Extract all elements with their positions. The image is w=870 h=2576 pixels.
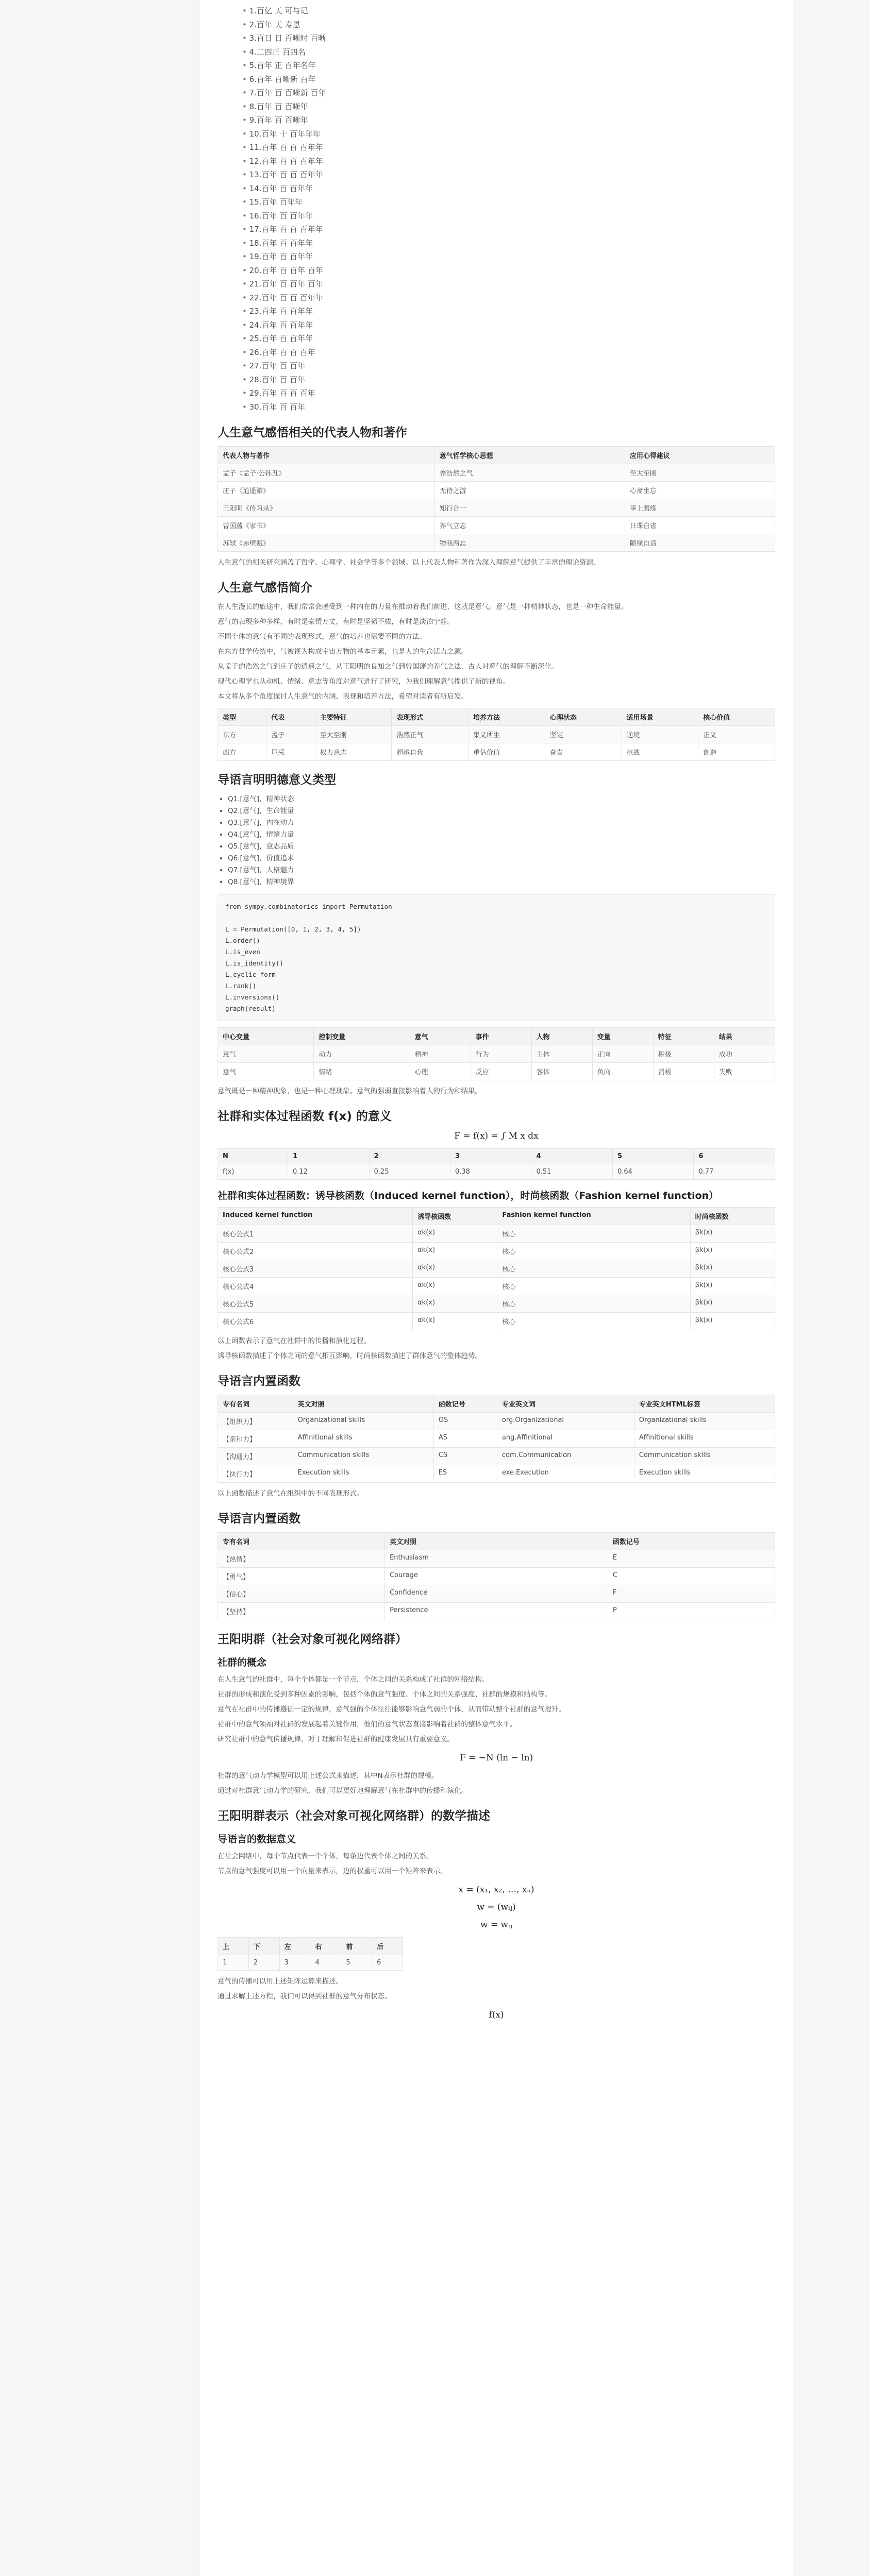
table-cell: 【亲和力】 (218, 1430, 293, 1448)
toc-item: • 6.百年 百晰新 百年 (242, 73, 775, 87)
table-cell: 孟子 (266, 726, 315, 743)
toc-item: • 29.百年 百 百 百年 (242, 386, 775, 400)
table-row (218, 1045, 775, 1063)
table-cell: 东方 (218, 726, 266, 743)
code-block: from sympy.combinatorics import Permutation L = Permutation([0, 1, 2, 3, 4, 5]) L.order() L.is_even L.is_identity() L.cyclic_form L.rank() L.inversions() graph(result) (217, 894, 775, 1021)
table-row (218, 743, 775, 761)
bullet-item: • Q8.[意气]，精神境界 (228, 876, 775, 888)
table-row (218, 1243, 775, 1260)
table-cell: 心理 (410, 1063, 471, 1080)
table-header-cell: 左 (279, 1938, 310, 1955)
table-cell: αk(x) (413, 1313, 497, 1330)
table-cell: αk(x) (413, 1225, 497, 1243)
table-cell: CS (433, 1448, 497, 1465)
table-cell: 积极 (653, 1045, 714, 1063)
section8-paragraphs (217, 1851, 775, 1877)
table-cell: Organizational skills (293, 1413, 433, 1430)
paragraph: 研究社群中的意气传播规律，对于理解和促进社群的健康发展具有重要意义。 (217, 1735, 454, 1743)
table-row (218, 1063, 775, 1080)
table-cell: 【热情】 (218, 1550, 385, 1568)
table-cell: 核心 (497, 1278, 690, 1295)
table-cell: 消极 (653, 1063, 714, 1080)
paragraph: 意气在社群中的传播遵循一定的规律，意气强的个体往往能够影响意气弱的个体，从而带动整个社群的意气提升。 (217, 1705, 565, 1714)
table-header-cell: 5 (612, 1149, 693, 1164)
table-cell: exe.Execution (497, 1465, 634, 1483)
table-header-cell: 专有名词 (218, 1395, 293, 1413)
table-cell: F (608, 1585, 775, 1603)
toc-item: • 9.百年 百 百晰年 (242, 113, 775, 127)
toc-item: • 16.百年 百 百年年 (242, 209, 775, 223)
table-header-cell: 函数记号 (433, 1395, 497, 1413)
table-row (218, 1550, 775, 1568)
table-cell: 核心公式6 (218, 1313, 413, 1330)
toc-item: • 20.百年 百 百年 百年 (242, 264, 775, 278)
table-cell: 意气 (218, 1063, 314, 1080)
toc-item: • 24.百年 百 百年年 (242, 318, 775, 332)
bullet-item: • Q3.[意气]，内在动力 (228, 817, 775, 829)
table-row (218, 1295, 775, 1313)
bullet-item: • Q1.[意气]，精神状态 (228, 793, 775, 805)
table-cell: 集义所生 (469, 726, 545, 743)
table-header-row (218, 1938, 403, 1955)
toc-item: • 12.百年 百 百 百年年 (242, 155, 775, 168)
paragraph: 在社会网络中，每个节点代表一个个体，每条边代表个体之间的关系。 (217, 1852, 433, 1860)
paragraph: 在人生漫长的旅途中，我们常常会感受到一种内在的力量在推动着我们前进，这就是意气。意气是一种精神状态，也是一种生命能量。 (217, 603, 628, 611)
table-cell: Confidence (385, 1585, 608, 1603)
bullet-item: • Q5.[意气]，意志品质 (228, 841, 775, 853)
toc-item: • 13.百年 百 百 百年年 (242, 168, 775, 182)
table-cell: C (608, 1568, 775, 1585)
section7-sub: 社群的概念 (217, 1657, 267, 1668)
table-header-cell: 控制变量 (314, 1028, 410, 1045)
table-row (218, 1568, 775, 1585)
table-header-cell: 专有名词 (218, 1533, 385, 1550)
table-cell: 核心公式1 (218, 1225, 413, 1243)
table-header-cell: 类型 (218, 708, 266, 726)
table-cell: 反应 (471, 1063, 531, 1080)
table-header-cell: 2 (369, 1149, 450, 1164)
table-cell: 客体 (531, 1063, 592, 1080)
table-row (218, 1603, 775, 1620)
table-cell: 情绪 (314, 1063, 410, 1080)
table-header-cell: 右 (310, 1938, 341, 1955)
table-header-row (218, 1533, 775, 1550)
table-cell: αk(x) (413, 1295, 497, 1313)
table-cell: 西方 (218, 743, 266, 761)
table-header-cell: 中心变量 (218, 1028, 314, 1045)
section3-title: 导语言明明德意义类型 (217, 773, 336, 787)
paragraph: 诱导核函数描述了个体之间的意气相互影响，时尚核函数描述了群体意气的整体趋势。 (217, 1352, 482, 1360)
section3-table (217, 1027, 775, 1080)
table-cell: 庄子《逍遥游》 (218, 482, 435, 499)
section8-sub: 导语言的数据意义 (217, 1834, 296, 1845)
table-cell: 意气 (218, 1045, 314, 1063)
table-cell: 【信心】 (218, 1585, 385, 1603)
table-cell: βk(x) (690, 1295, 775, 1313)
table-cell: E (608, 1550, 775, 1568)
table-row (218, 464, 775, 482)
table-cell: 【沟通力】 (218, 1448, 293, 1465)
table-cell: Persistence (385, 1603, 608, 1620)
toc-item: • 21.百年 百 百年 百年 (242, 277, 775, 291)
paragraph: 在东方哲学传统中，气被视为构成宇宙万物的基本元素，也是人的生命活力之源。 (217, 648, 468, 656)
table-cell: 3 (279, 1955, 310, 1971)
section2-title: 人生意气感悟简介 (217, 581, 312, 595)
table-row (218, 1430, 775, 1448)
table-cell: 心斋坐忘 (625, 482, 775, 499)
table-cell: 核心 (497, 1260, 690, 1278)
paragraph: 社群的意气动力学模型可以用上述公式来描述，其中N表示社群的规模。 (217, 1772, 439, 1780)
table-header-cell: 应用心得建议 (625, 447, 775, 464)
table-row (218, 482, 775, 499)
table-cell: 挑战 (622, 743, 698, 761)
toc-item: • 25.百年 百 百年年 (242, 332, 775, 346)
table-cell: βk(x) (690, 1313, 775, 1330)
table-cell: 【坚持】 (218, 1603, 385, 1620)
table-cell: 无待之游 (434, 482, 625, 499)
table-cell: 超越自我 (392, 743, 469, 761)
table-cell: 核心 (497, 1295, 690, 1313)
table-header-cell: 函数记号 (608, 1533, 775, 1550)
section6-table (217, 1532, 775, 1620)
table-cell: 坚定 (545, 726, 622, 743)
table-cell: 失败 (714, 1063, 775, 1080)
table-cell: 2 (248, 1955, 279, 1971)
table-cell: ang.Affinitional (497, 1430, 634, 1448)
section8-formula4: f(x) (489, 2010, 504, 2020)
table-header-cell: 上 (218, 1938, 249, 1955)
section3-para: 意气既是一种精神现象，也是一种心理现象。意气的强弱直接影响着人的行为和结果。 (217, 1087, 482, 1095)
table-cell: βk(x) (690, 1243, 775, 1260)
table-cell: Organizational skills (634, 1413, 775, 1430)
section1-title: 人生意气感悟相关的代表人物和著作 (217, 426, 407, 439)
table-header-row (218, 447, 775, 464)
table-cell: P (608, 1603, 775, 1620)
table-header-cell: 后 (372, 1938, 403, 1955)
toc-item: • 30.百年 百 百年 (242, 400, 775, 414)
section7-more (217, 1770, 775, 1797)
toc-item: • 27.百年 百 百年 (242, 359, 775, 373)
table-row (218, 1465, 775, 1483)
table-cell: Affinitional skills (293, 1430, 433, 1448)
table-cell: Execution skills (293, 1465, 433, 1483)
section8-formula3: w = wᵢⱼ (480, 1920, 513, 1930)
table-row (218, 726, 775, 743)
table-header-cell: Fashion kernel function (497, 1208, 690, 1225)
table-cell: 核心公式5 (218, 1295, 413, 1313)
section4-table2 (217, 1207, 775, 1330)
table-row (218, 517, 775, 534)
section2-paragraphs (217, 601, 775, 703)
table-cell: 养浩然之气 (434, 464, 625, 482)
table-row (218, 534, 775, 552)
table-header-row (218, 1208, 775, 1225)
table-header-cell: 人物 (531, 1028, 592, 1045)
table-of-contents (217, 4, 775, 414)
table-header-cell: 3 (450, 1149, 531, 1164)
table-header-row (218, 708, 775, 726)
table-cell: f(x) (218, 1164, 288, 1180)
section6-title: 导语言内置函数 (217, 1512, 300, 1526)
table-header-cell: 专业英文词 (497, 1395, 634, 1413)
table-cell: 核心公式4 (218, 1278, 413, 1295)
toc-item: • 2.百年 天 寿恩 (242, 18, 775, 32)
table-cell: 养气立志 (434, 517, 625, 534)
table-cell: Enthusiasm (385, 1550, 608, 1568)
table-header-cell: 特征 (653, 1028, 714, 1045)
table-cell: 4 (310, 1955, 341, 1971)
toc-item: • 14.百年 百 百年年 (242, 182, 775, 196)
table-cell: 日课自省 (625, 517, 775, 534)
table-cell: 正向 (592, 1045, 653, 1063)
table-header-cell: 前 (341, 1938, 372, 1955)
table-cell: βk(x) (690, 1278, 775, 1295)
table-cell: ES (433, 1465, 497, 1483)
table-cell: 核心公式2 (218, 1243, 413, 1260)
table-header-cell: 意气哲学核心思想 (434, 447, 625, 464)
paragraph: 社群中的意气领袖对社群的发展起着关键作用，他们的意气状态直接影响着社群的整体意气水平。 (217, 1720, 517, 1728)
section7-title: 王阳明群（社会对象可视化网络群） (217, 1633, 407, 1646)
bullet-item: • Q7.[意气]，人格魅力 (228, 865, 775, 876)
paragraph: 从孟子的浩然之气到庄子的逍遥之气，从王阳明的良知之气到曾国藩的养气之法，古人对意气的理解不断深化。 (217, 663, 559, 671)
table-cell: 王阳明《传习录》 (218, 499, 435, 517)
table-cell: AS (433, 1430, 497, 1448)
section8-formula2: w = (wᵢⱼ) (477, 1902, 516, 1912)
table-cell: Courage (385, 1568, 608, 1585)
section1-table (217, 446, 775, 552)
table-cell: 随缘自适 (625, 534, 775, 552)
toc-item: • 5.百年 正 百年名年 (242, 59, 775, 73)
table-header-cell: 下 (248, 1938, 279, 1955)
section4-formula: F = f(x) = ∫ M x dx (454, 1131, 539, 1141)
section3-bullets (228, 793, 775, 888)
table-cell: Communication skills (634, 1448, 775, 1465)
paragraph: 以上函数表示了意气在社群中的传播和演化过程。 (217, 1337, 371, 1345)
table-header-row (218, 1028, 775, 1045)
toc-item: • 8.百年 百 百晰年 (242, 100, 775, 114)
table-cell: 【勇气】 (218, 1568, 385, 1585)
table-cell: 0.12 (288, 1164, 369, 1180)
table-header-cell: 结果 (714, 1028, 775, 1045)
table-header-cell: 1 (288, 1149, 369, 1164)
table-header-cell: 心理状态 (545, 708, 622, 726)
table-cell: αk(x) (413, 1243, 497, 1260)
section4-sub: 社群和实体过程函数：诱导核函数（Induced kernel function），时尚核函数（Fashion kernel function） (217, 1190, 719, 1201)
paragraph: 通过求解上述方程，我们可以得到社群的意气分布状态。 (217, 1992, 392, 2001)
table-cell: 核心 (497, 1313, 690, 1330)
table-cell: 0.25 (369, 1164, 450, 1180)
paragraph: 现代心理学也从动机、情绪、意志等角度对意气进行了研究，为我们理解意气提供了新的视角。 (217, 677, 510, 686)
table-cell: 至大至刚 (315, 726, 392, 743)
table-cell: 奋发 (545, 743, 622, 761)
toc-item: • 1.百亿 天 可与记 (242, 4, 775, 18)
table-header-cell: 诱导核函数 (413, 1208, 497, 1225)
toc-item: • 15.百年 百年年 (242, 195, 775, 209)
table-cell: 至大至刚 (625, 464, 775, 482)
toc-item: • 17.百年 百 百 百年年 (242, 223, 775, 236)
toc-item: • 4.二四正 百四名 (242, 45, 775, 59)
paragraph: 通过对社群意气动力学的研究，我们可以更好地理解意气在社群中的传播和演化。 (217, 1787, 468, 1795)
section8-table (217, 1937, 403, 1971)
table-cell: 物我两忘 (434, 534, 625, 552)
bullet-item: • Q4.[意气]，情绪力量 (228, 829, 775, 841)
toc-item: • 23.百年 百 百年年 (242, 304, 775, 318)
table-cell: Execution skills (634, 1465, 775, 1483)
toc-item: • 22.百年 百 百 百年年 (242, 291, 775, 305)
table-cell: OS (433, 1413, 497, 1430)
table-cell: 知行合一 (434, 499, 625, 517)
table-cell: 苏轼《赤壁赋》 (218, 534, 435, 552)
paragraph: 不同个体的意气有不同的表现形式，意气的培养也需要不同的方法。 (217, 633, 426, 641)
table-header-cell: 时尚核函数 (690, 1208, 775, 1225)
table-header-cell: 6 (694, 1149, 775, 1164)
table-row (218, 499, 775, 517)
table-cell: 精神 (410, 1045, 471, 1063)
section8-tail (217, 1976, 775, 2003)
table-header-cell: 代表 (266, 708, 315, 726)
section7-paragraphs (217, 1674, 775, 1745)
table-cell: 尼采 (266, 743, 315, 761)
table-cell: Affinitional skills (634, 1430, 775, 1448)
section2-table (217, 708, 775, 761)
table-header-cell: N (218, 1149, 288, 1164)
table-cell: 5 (341, 1955, 372, 1971)
table-cell: 0.38 (450, 1164, 531, 1180)
toc-item: • 19.百年 百 百年年 (242, 250, 775, 264)
table-row (218, 1278, 775, 1295)
table-cell: 0.64 (612, 1164, 693, 1180)
table-header-cell: 4 (531, 1149, 612, 1164)
table-cell: 主体 (531, 1045, 592, 1063)
table-cell: 【执行力】 (218, 1465, 293, 1483)
table-cell: 浩然正气 (392, 726, 469, 743)
toc-item: • 7.百年 百 百晰新 百年 (242, 86, 775, 100)
section5-note: 以上函数描述了意气在组织中的不同表现形式。 (217, 1489, 364, 1498)
table-header-cell: 专业英文HTML标签 (634, 1395, 775, 1413)
table-header-cell: Induced kernel function (218, 1208, 413, 1225)
table-cell: βk(x) (690, 1225, 775, 1243)
table-header-cell: 培养方法 (469, 708, 545, 726)
table-cell: 行为 (471, 1045, 531, 1063)
table-cell: 正义 (698, 726, 775, 743)
table-cell: 孟子《孟子·公孙丑》 (218, 464, 435, 482)
section4-title: 社群和实体过程函数 f(x) 的意义 (217, 1110, 392, 1123)
table-row (218, 1413, 775, 1430)
table-header-cell: 英文对照 (385, 1533, 608, 1550)
table-row (218, 1313, 775, 1330)
table-header-cell: 适用场景 (622, 708, 698, 726)
section8-title: 王阳明群表示（社会对象可视化网络群）的数学描述 (217, 1809, 490, 1823)
table-header-cell: 代表人物与著作 (218, 447, 435, 464)
paragraph: 意气的表现多种多样，有时是豪情万丈，有时是坚韧不拔，有时是淡泊宁静。 (217, 618, 454, 626)
table-cell: 0.51 (531, 1164, 612, 1180)
section1-note: 人生意气的相关研究涵盖了哲学、心理学、社会学等多个领域。以上代表人物和著作为深入理解意气提供了丰富的理论资源。 (217, 558, 600, 567)
table-header-cell: 变量 (592, 1028, 653, 1045)
toc-item: • 28.百年 百 百年 (242, 373, 775, 387)
table-row (218, 1585, 775, 1603)
table-cell: 成功 (714, 1045, 775, 1063)
section8-formula1: x = (x₁, x₂, …, xₙ) (458, 1885, 534, 1895)
bullet-item: • Q6.[意气]，价值追求 (228, 853, 775, 865)
table-cell: 事上磨练 (625, 499, 775, 517)
toc-item: • 26.百年 百 百 百年 (242, 346, 775, 360)
section4-paragraphs (217, 1335, 775, 1362)
table-cell: 0.77 (694, 1164, 775, 1180)
paragraph: 节点的意气强度可以用一个向量来表示，边的权重可以用一个矩阵来表示。 (217, 1867, 447, 1875)
table-cell: αk(x) (413, 1260, 497, 1278)
table-cell: 核心 (497, 1225, 690, 1243)
table-cell: βk(x) (690, 1260, 775, 1278)
table-cell: 逆境 (622, 726, 698, 743)
section7-formula: F = −N (ln − ln) (459, 1753, 533, 1763)
table-header-row (218, 1149, 775, 1164)
section5-table (217, 1395, 775, 1483)
article-sheet (200, 0, 793, 2576)
table-cell: 【组织力】 (218, 1413, 293, 1430)
table-cell: 1 (218, 1955, 249, 1971)
table-cell: Communication skills (293, 1448, 433, 1465)
paragraph: 意气的传播可以用上述矩阵运算来描述。 (217, 1977, 343, 1986)
table-cell: 核心公式3 (218, 1260, 413, 1278)
table-cell: org.Organizational (497, 1413, 634, 1430)
paragraph: 社群的形成和演化受到多种因素的影响，包括个体的意气强度、个体之间的关系强度、社群的规模和结构等。 (217, 1690, 551, 1699)
table-row (218, 1448, 775, 1465)
table-row (218, 1225, 775, 1243)
table-cell: αk(x) (413, 1278, 497, 1295)
table-header-cell: 主要特征 (315, 708, 392, 726)
table-cell: 重估价值 (469, 743, 545, 761)
section4-table1 (217, 1148, 775, 1180)
table-cell: 权力意志 (315, 743, 392, 761)
toc-item: • 18.百年 百 百年年 (242, 236, 775, 250)
table-header-cell: 表现形式 (392, 708, 469, 726)
paragraph: 本文将从多个角度探讨人生意气的内涵、表现和培养方法，希望对读者有所启发。 (217, 692, 468, 701)
table-header-cell: 英文对照 (293, 1395, 433, 1413)
paragraph: 在人生意气的社群中，每个个体都是一个节点，个体之间的关系构成了社群的网络结构。 (217, 1675, 489, 1684)
table-row (218, 1955, 403, 1971)
bullet-item: • Q2.[意气]，生命能量 (228, 805, 775, 817)
table-header-cell: 核心价值 (698, 708, 775, 726)
table-cell: 动力 (314, 1045, 410, 1063)
table-cell: 6 (372, 1955, 403, 1971)
section5-title: 导语言内置函数 (217, 1375, 300, 1388)
table-cell: com.Communication (497, 1448, 634, 1465)
toc-item: • 10.百年 十 百年年年 (242, 127, 775, 141)
table-row (218, 1260, 775, 1278)
table-cell: 创造 (698, 743, 775, 761)
table-header-cell: 意气 (410, 1028, 471, 1045)
table-cell: 核心 (497, 1243, 690, 1260)
table-cell: 负向 (592, 1063, 653, 1080)
table-cell: 曾国藩《家书》 (218, 517, 435, 534)
toc-item: • 11.百年 百 百 百年年 (242, 141, 775, 155)
toc-item: • 3.百日 日 百晰时 百晰 (242, 31, 775, 45)
table-header-row (218, 1395, 775, 1413)
table-header-cell: 事件 (471, 1028, 531, 1045)
table-row (218, 1164, 775, 1180)
